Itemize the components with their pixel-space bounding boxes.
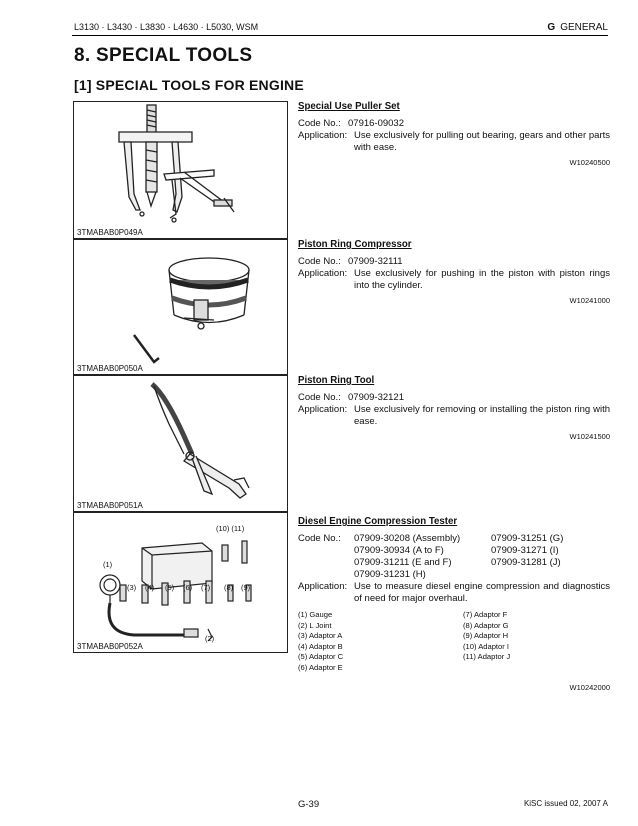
code-label: Code No.:: [298, 118, 341, 129]
tool-name: Piston Ring Compressor: [298, 239, 412, 250]
section-subtitle: [1] SPECIAL TOOLS FOR ENGINE: [74, 77, 304, 93]
code-item: 07909-30934 (A to F): [354, 545, 444, 556]
header-rule: [72, 35, 608, 36]
application-text: Use exclusively for pulling out bearing, gears and other parts with ease.: [354, 130, 610, 153]
code-list: [354, 533, 563, 581]
part-item: (5) Adaptor C: [298, 652, 344, 662]
application-text: Use to measure diesel engine compression and diagnostics of need for major overhaul.: [354, 581, 610, 604]
reference-code: W10241500: [569, 432, 610, 441]
part-item: (6) Adaptor E: [298, 662, 343, 672]
code-label: Code No.:: [298, 533, 341, 544]
code-value: 07916-09032: [348, 118, 404, 129]
reference-code: W10240500: [569, 158, 610, 167]
part-item: (2) L Joint: [298, 620, 332, 630]
code-item: 07909-30208 (Assembly): [354, 533, 461, 544]
issue-note: KiSC issued 02, 2007 A: [523, 799, 608, 808]
compression-tester-drawing: [74, 513, 287, 652]
page-number: G-39: [298, 799, 320, 810]
part-item: (11) Adaptor J: [463, 652, 511, 662]
application-text: Use exclusively for pushing in the piston with piston rings into the cylinder.: [354, 268, 610, 291]
application-label: Application:: [298, 268, 348, 279]
header-section: [547, 22, 608, 33]
application-label: Application:: [298, 130, 348, 141]
part-item: [448, 663, 610, 674]
figure-id: 3TMABAB0P051A: [77, 501, 143, 510]
callout-8: (8): [224, 583, 234, 592]
code-label: Code No.:: [298, 256, 341, 267]
code-item: [491, 569, 563, 581]
header-models: L3130 · L3430 · L3830 · L4630 · L5030, WSM: [74, 22, 259, 32]
figure-id: 3TMABAB0P052A: [77, 642, 143, 651]
part-item: (9) Adaptor H: [463, 631, 509, 641]
tool-name: Piston Ring Tool: [298, 375, 375, 386]
application-label: Application:: [298, 404, 348, 415]
tool-compression-tester: [298, 516, 610, 694]
part-item: (10) Adaptor I: [463, 641, 510, 651]
code-item: 07909-31211 (E and F): [354, 557, 452, 568]
figure-id: 3TMABAB0P050A: [77, 364, 143, 373]
figure-puller-set: [73, 101, 288, 239]
section-letter: G: [547, 22, 556, 33]
tool-name: Special Use Puller Set: [298, 101, 400, 112]
callout-2: (2): [205, 634, 215, 643]
ring-tool-drawing: [74, 376, 287, 511]
callout-9: (9): [241, 583, 251, 592]
application-label: Application:: [298, 581, 348, 592]
part-item: (7) Adaptor F: [463, 610, 508, 619]
tool-name: Diesel Engine Compression Tester: [298, 516, 458, 527]
tool-piston-ring-compressor: [298, 239, 610, 307]
code-value: 07909-32121: [348, 392, 404, 403]
reference-code: W10241000: [569, 296, 610, 305]
parts-list: [298, 610, 610, 674]
callout-1: (1): [103, 560, 113, 569]
callout-4: (4): [145, 583, 155, 592]
part-item: (4) Adaptor B: [298, 641, 343, 651]
callout-7: (7): [201, 583, 211, 592]
reference-code: W10242000: [569, 682, 610, 692]
code-item: 07909-31271 (I): [491, 545, 559, 556]
figure-piston-ring-tool: [73, 375, 288, 512]
part-item: (8) Adaptor G: [463, 620, 509, 630]
callout-3: (3): [127, 583, 137, 592]
figure-compression-tester: [73, 512, 288, 653]
puller-set-drawing: [74, 102, 287, 238]
page-title: 8. SPECIAL TOOLS: [74, 45, 253, 66]
part-item: (1) Gauge: [298, 610, 333, 619]
callout-5: (5): [165, 583, 175, 592]
tool-puller-set: [298, 101, 610, 169]
code-item: 07909-31281 (J): [491, 557, 561, 568]
ring-compressor-drawing: [74, 240, 287, 374]
application-text: Use exclusively for removing or installing the piston ring with ease.: [354, 404, 610, 427]
figure-piston-ring-compressor: [73, 239, 288, 375]
section-name: GENERAL: [560, 22, 608, 33]
callout-6: (6): [183, 583, 193, 592]
code-item: 07909-31231 (H): [354, 569, 426, 580]
callout-10-11: (10) (11): [216, 524, 245, 533]
code-label: Code No.:: [298, 392, 341, 403]
part-item: (3) Adaptor A: [298, 631, 343, 641]
figure-id: 3TMABAB0P049A: [77, 228, 143, 237]
tool-piston-ring-tool: [298, 375, 610, 443]
code-item: 07909-31251 (G): [491, 533, 564, 544]
code-value: 07909-32111: [348, 256, 403, 267]
